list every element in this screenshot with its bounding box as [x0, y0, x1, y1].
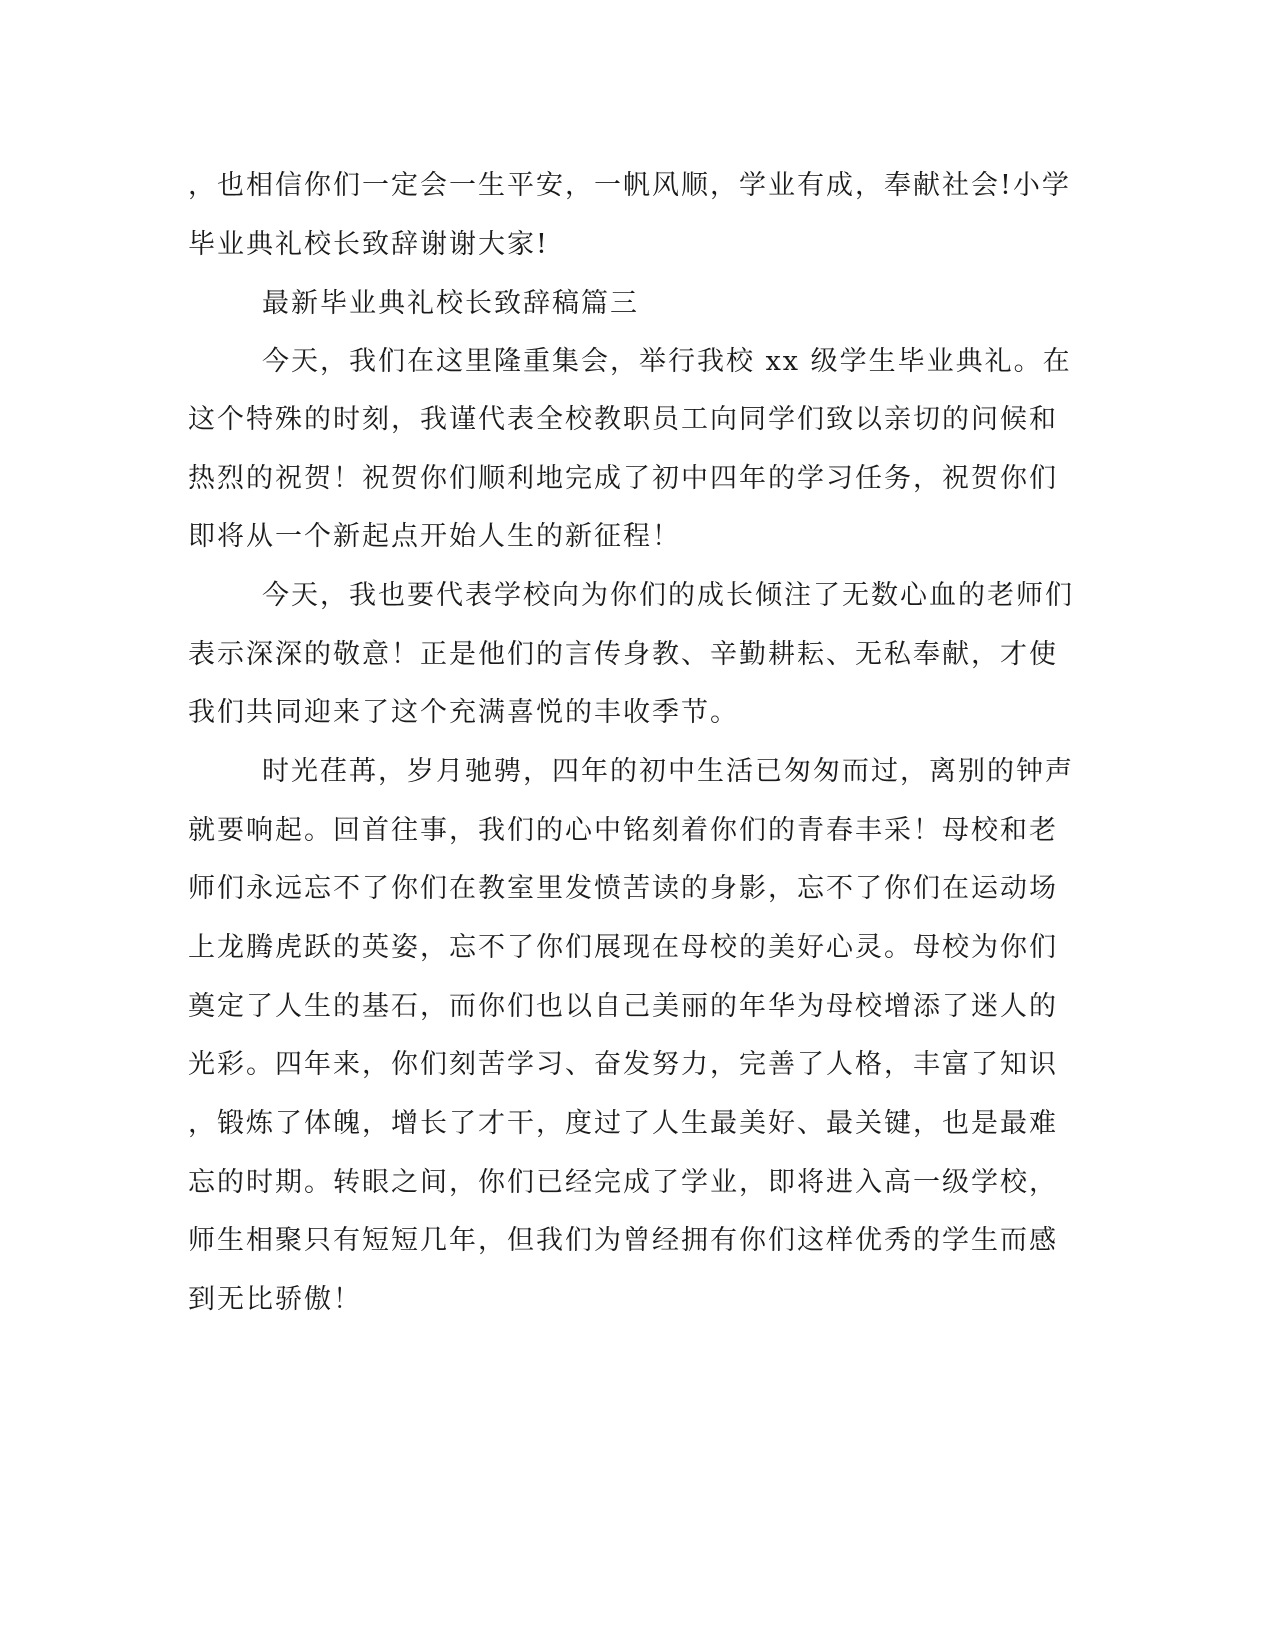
text-line: 毕业典礼校长致辞谢谢大家! — [188, 229, 549, 260]
text-line: 今天，我也要代表学校向为你们的成长倾注了无数心血的老师们 — [262, 580, 1074, 611]
text-line: 即将从一个新起点开始人生的新征程！ — [188, 521, 681, 552]
text-line: 师们永远忘不了你们在教室里发愤苦读的身影，忘不了你们在运动场 — [188, 873, 1058, 904]
text-line: 表示深深的敬意！正是他们的言传身教、辛勤耕耘、无私奉献，才使 — [188, 639, 1058, 670]
text-line: 这个特殊的时刻，我谨代表全校教职员工向同学们致以亲切的问候和 — [188, 404, 1058, 435]
text-line: 我们共同迎来了这个充满喜悦的丰收季节。 — [188, 697, 739, 728]
text-line: 热烈的祝贺！祝贺你们顺利地完成了初中四年的学习任务，祝贺你们 — [188, 463, 1058, 494]
text-line: 时光荏苒，岁月驰骋，四年的初中生活已匆匆而过，离别的钟声 — [262, 756, 1074, 787]
text-line: 今天，我们在这里隆重集会，举行我校 xx 级学生毕业典礼。在 — [262, 346, 1072, 377]
text-line: 光彩。四年来，你们刻苦学习、奋发努力，完善了人格，丰富了知识 — [188, 1049, 1058, 1080]
text-line: ，锻炼了体魄，增长了才干，度过了人生最美好、最关键，也是最难 — [188, 1108, 1058, 1139]
text-line: ，也相信你们一定会一生平安，一帆风顺，学业有成，奉献社会!小学 — [188, 170, 1071, 201]
section-heading: 最新毕业典礼校长致辞稿篇三 — [262, 288, 639, 319]
text-line: 上龙腾虎跃的英姿，忘不了你们展现在母校的美好心灵。母校为你们 — [188, 932, 1058, 963]
text-line: 到无比骄傲！ — [188, 1284, 362, 1315]
text-line: 奠定了人生的基石，而你们也以自己美丽的年华为母校增添了迷人的 — [188, 991, 1058, 1022]
text-line: 忘的时期。转眼之间，你们已经完成了学业，即将进入高一级学校， — [188, 1167, 1058, 1198]
text-line: 就要响起。回首往事，我们的心中铭刻着你们的青春丰采！母校和老 — [188, 815, 1058, 846]
text-line: 师生相聚只有短短几年，但我们为曾经拥有你们这样优秀的学生而感 — [188, 1225, 1058, 1256]
